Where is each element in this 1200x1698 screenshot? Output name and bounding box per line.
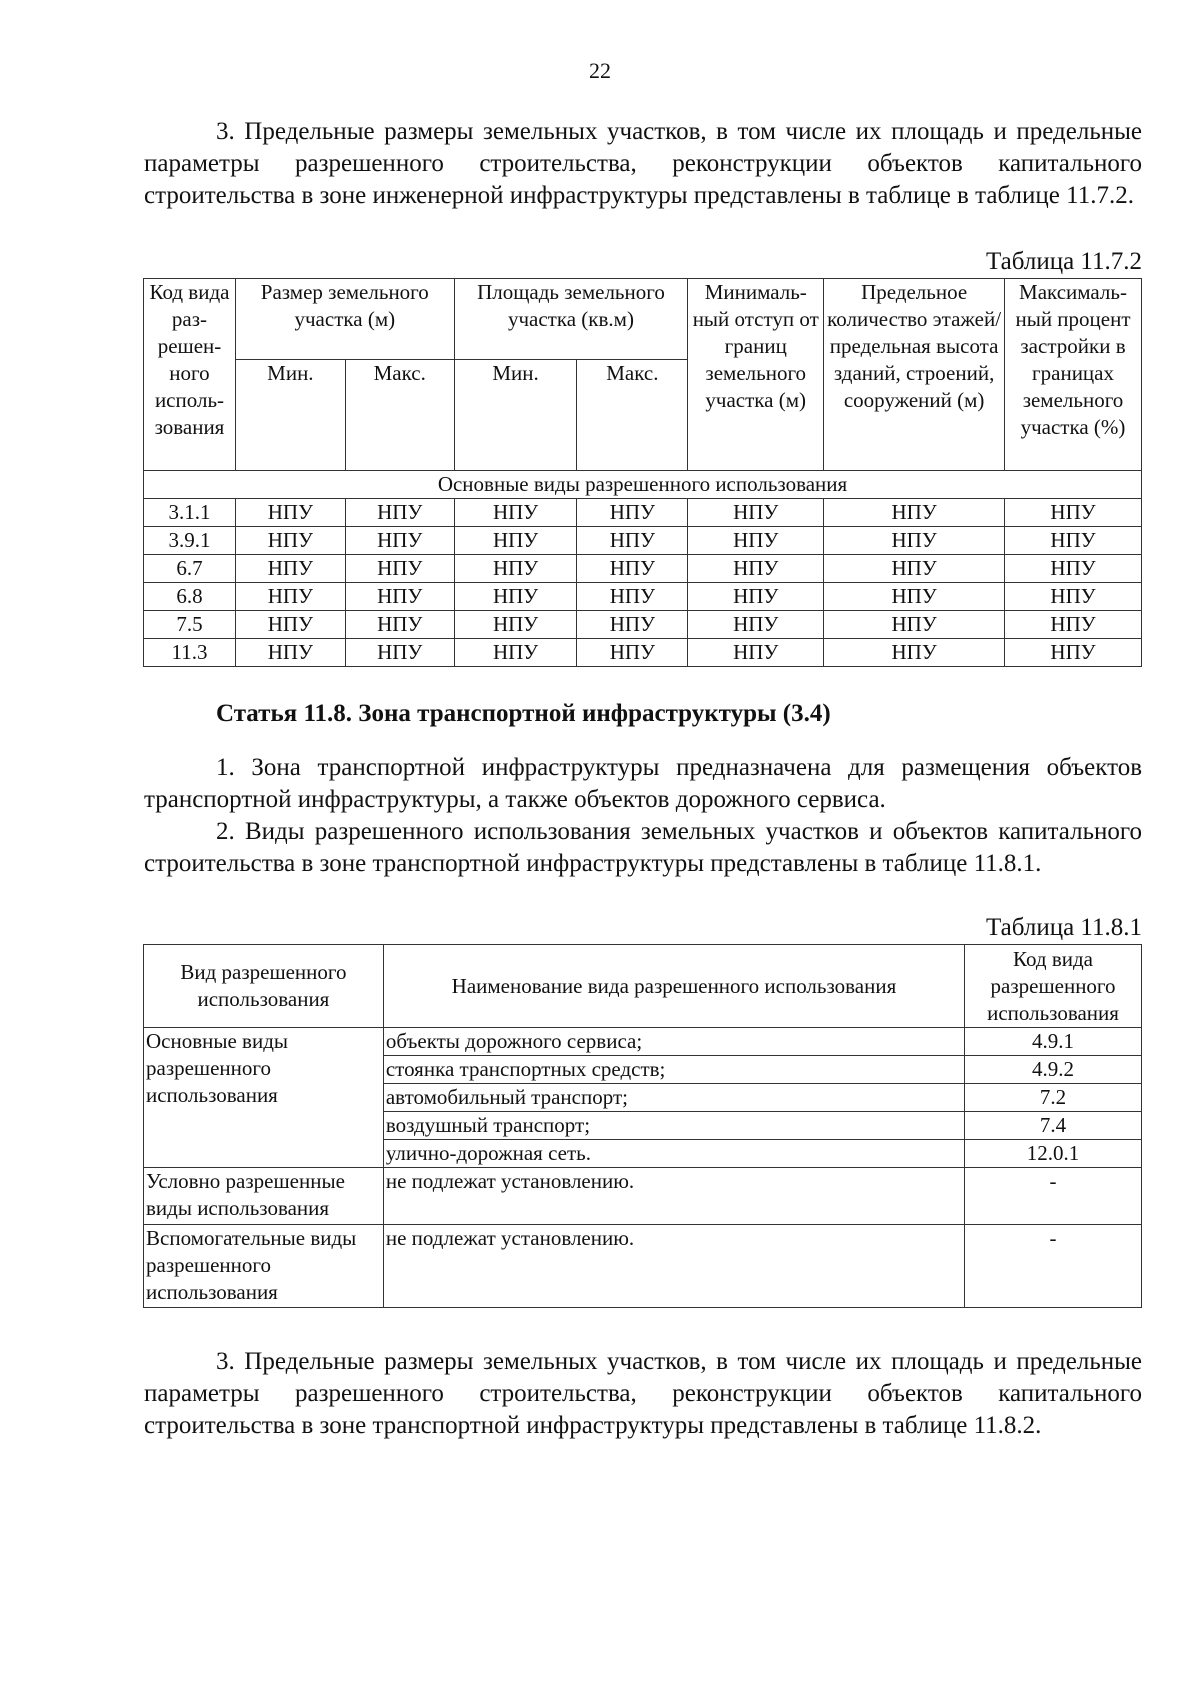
auxiliary-uses-label: Вспомогательные виды разрешенного использования — [144, 1225, 384, 1308]
table-row — [144, 499, 1142, 527]
table-cell: НПУ — [454, 639, 577, 667]
table-section-row — [144, 471, 1142, 499]
use-name-cell: улично-дорожная сеть. — [383, 1140, 964, 1168]
auxiliary-uses-row — [144, 1225, 1142, 1308]
paragraph-table-11-8-2-intro: 3. Предельные размеры земельных участков, в том числе их площадь и предельные параметры разрешенного строительства, реконструкции объектов капитального строительства в зоне транспортной инфраструктуры представлены в таблице 11.8.2. — [144, 1348, 1142, 1439]
header-area-max: Макс. — [577, 360, 688, 471]
use-code-cell: 7.4 — [965, 1112, 1142, 1140]
table-cell: НПУ — [1005, 583, 1142, 611]
use-name-cell: воздушный транспорт; — [383, 1112, 964, 1140]
header-use-name: Наименование вида разрешенного использования — [383, 945, 964, 1028]
table-cell: НПУ — [824, 639, 1005, 667]
main-uses-body — [144, 1028, 1142, 1168]
conditional-uses-code: - — [965, 1168, 1142, 1225]
auxiliary-uses-code: - — [965, 1225, 1142, 1308]
paragraph-table-11-7-2-intro: 3. Предельные размеры земельных участков, в том числе их площадь и предельные параметры разрешенного строительства, реконструкции объектов капитального строительства в зоне инженерной инфраструктуры представлены в таблице в таблице 11.7.2. — [144, 118, 1142, 209]
use-code-cell: 7.2 — [965, 1084, 1142, 1112]
table-cell: НПУ — [1005, 499, 1142, 527]
table-cell: НПУ — [577, 583, 688, 611]
paragraph-zone-purpose: 1. Зона транспортной инфраструктуры предназначена для размещения объектов транспортной инфраструктуры, а также объектов дорожного сервиса. — [144, 754, 1142, 813]
table-cell: НПУ — [345, 527, 454, 555]
table-cell: НПУ — [577, 555, 688, 583]
table-cell: НПУ — [577, 611, 688, 639]
table-cell: НПУ — [235, 611, 345, 639]
table-cell: НПУ — [235, 583, 345, 611]
table-cell: НПУ — [688, 639, 824, 667]
table-cell: НПУ — [577, 639, 688, 667]
table2-header-row — [144, 945, 1142, 1028]
table-row — [144, 639, 1142, 667]
table-row — [144, 555, 1142, 583]
conditional-uses-row — [144, 1168, 1142, 1225]
header-size-max: Макс. — [345, 360, 454, 471]
conditional-uses-label: Условно разрешенные виды использования — [144, 1168, 384, 1225]
table-cell: НПУ — [1005, 611, 1142, 639]
header-min-setback: Минималь-ный отступ от границ земельного участка (м) — [688, 279, 824, 471]
table-cell: НПУ — [824, 611, 1005, 639]
header-plot-size: Размер земельного участка (м) — [235, 279, 454, 360]
table-cell: НПУ — [688, 583, 824, 611]
header-use-code: Код вида разрешенного использования — [965, 945, 1142, 1028]
use-code-cell: 6.8 — [144, 583, 236, 611]
use-code-cell: 4.9.1 — [965, 1028, 1142, 1056]
table-cell: НПУ — [577, 527, 688, 555]
table-cell: НПУ — [688, 499, 824, 527]
use-code-cell: 3.1.1 — [144, 499, 236, 527]
table-row — [144, 583, 1142, 611]
table-cell: НПУ — [688, 555, 824, 583]
page-number: 22 — [589, 58, 611, 83]
header-floors-height: Предельное количество этажей/ предельная высота зданий, строений, сооружений (м) — [824, 279, 1005, 471]
table-cell: НПУ — [1005, 527, 1142, 555]
header-build-percent: Максималь-ный процент застройки в границах земельного участка (%) — [1005, 279, 1142, 471]
table-row — [144, 611, 1142, 639]
table-cell: НПУ — [454, 583, 577, 611]
table-cell: НПУ — [1005, 555, 1142, 583]
table-cell: НПУ — [454, 499, 577, 527]
main-use-row — [144, 1028, 1142, 1056]
article-heading: Статья 11.8. Зона транспортной инфраструктуры (3.4) — [216, 700, 831, 727]
conditional-uses-name: не подлежат установлению. — [383, 1168, 964, 1225]
table-cell: НПУ — [454, 555, 577, 583]
table-11-7-2 — [143, 278, 1142, 667]
table-header-row — [144, 279, 1142, 360]
table-11-8-1 — [143, 944, 1142, 1308]
auxiliary-uses-name: не подлежат установлению. — [383, 1225, 964, 1308]
table-cell: НПУ — [235, 639, 345, 667]
table-cell: НПУ — [824, 583, 1005, 611]
table-cell: НПУ — [235, 527, 345, 555]
table-cell: НПУ — [454, 611, 577, 639]
table-cell: НПУ — [235, 555, 345, 583]
table-cell: НПУ — [824, 555, 1005, 583]
table-cell: НПУ — [345, 555, 454, 583]
use-code-cell: 12.0.1 — [965, 1140, 1142, 1168]
use-code-cell: 6.7 — [144, 555, 236, 583]
table-cell: НПУ — [1005, 639, 1142, 667]
table-cell: НПУ — [688, 527, 824, 555]
use-name-cell: объекты дорожного сервиса; — [383, 1028, 964, 1056]
table-cell: НПУ — [235, 499, 345, 527]
table-row — [144, 527, 1142, 555]
paragraph-table-11-8-1-intro: 2. Виды разрешенного использования земельных участков и объектов капитального строительства в зоне транспортной инфраструктуры представлены в таблице 11.8.1. — [144, 818, 1142, 877]
use-code-cell: 4.9.2 — [965, 1056, 1142, 1084]
header-area-min: Мин. — [454, 360, 577, 471]
header-size-min: Мин. — [235, 360, 345, 471]
table-11-8-1-caption: Таблица 11.8.1 — [986, 914, 1142, 941]
use-code-cell: 3.9.1 — [144, 527, 236, 555]
table-cell: НПУ — [345, 583, 454, 611]
table-cell: НПУ — [454, 527, 577, 555]
table-cell: НПУ — [824, 499, 1005, 527]
header-use-type: Вид разрешенного использования — [144, 945, 384, 1028]
header-plot-area: Площадь земельного участка (кв.м) — [454, 279, 688, 360]
use-code-cell: 11.3 — [144, 639, 236, 667]
table-cell: НПУ — [824, 527, 1005, 555]
table-11-7-2-body — [144, 499, 1142, 667]
use-name-cell: автомобильный транспорт; — [383, 1084, 964, 1112]
section-main-uses: Основные виды разрешенного использования — [144, 471, 1142, 499]
use-code-cell: 7.5 — [144, 611, 236, 639]
header-code: Код вида раз-решен-ного исполь-зования — [144, 279, 236, 471]
table-cell: НПУ — [577, 499, 688, 527]
table-11-7-2-caption: Таблица 11.7.2 — [986, 248, 1142, 275]
use-name-cell: стоянка транспортных средств; — [383, 1056, 964, 1084]
table-cell: НПУ — [345, 499, 454, 527]
table-cell: НПУ — [688, 611, 824, 639]
table-cell: НПУ — [345, 611, 454, 639]
main-uses-label: Основные виды разрешенного использования — [144, 1028, 384, 1168]
table-cell: НПУ — [345, 639, 454, 667]
